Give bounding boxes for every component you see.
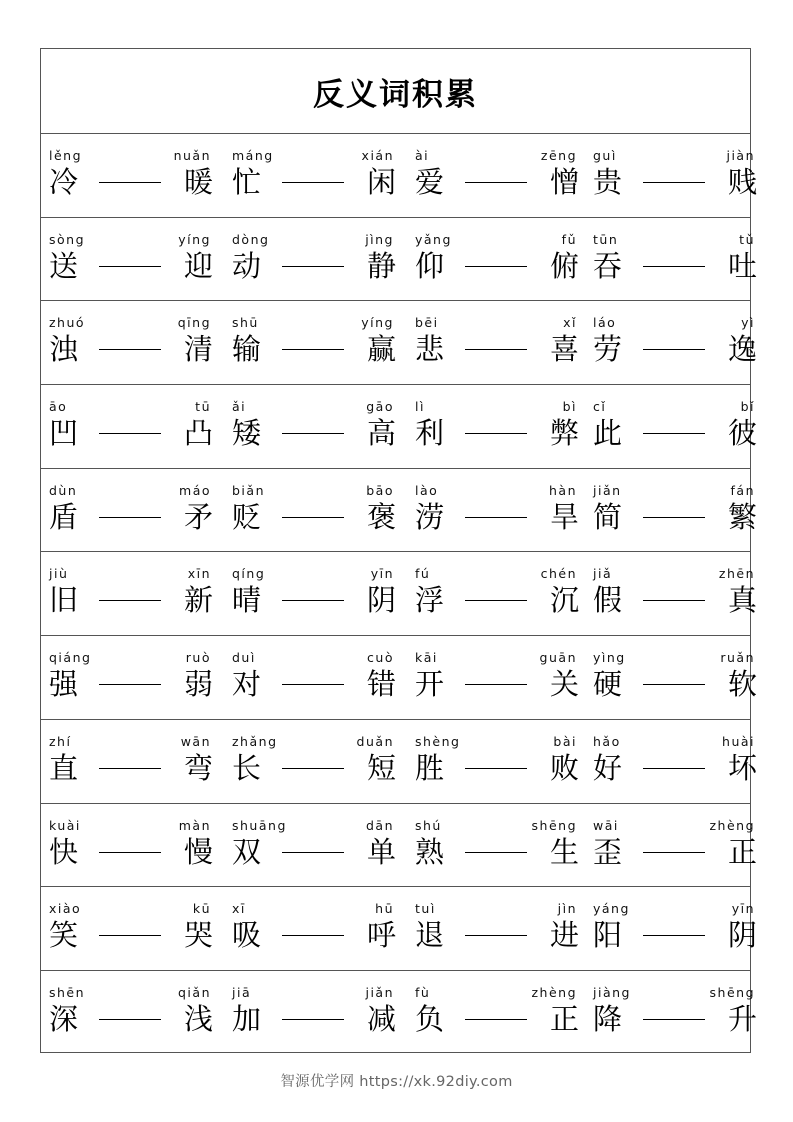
hanzi-left: 利	[415, 416, 445, 451]
hanzi-right: 迎	[183, 248, 213, 283]
hanzi-right: 单	[366, 834, 396, 869]
pinyin-right: huài	[722, 733, 755, 749]
pinyin-right: xián	[361, 148, 394, 163]
hanzi-left: 快	[49, 834, 79, 869]
antonym-pair	[407, 804, 585, 887]
dash-connector	[99, 266, 161, 267]
dash-connector	[643, 684, 705, 685]
hanzi-right: 升	[727, 1001, 757, 1036]
pinyin-right: wān	[180, 733, 211, 749]
pinyin-right: bì	[562, 399, 577, 415]
dash-connector	[465, 935, 527, 936]
pinyin-left: tuì	[415, 901, 436, 917]
dash-connector	[465, 349, 527, 350]
hanzi-right: 呼	[366, 918, 396, 953]
dash-connector	[282, 1019, 344, 1020]
title-row	[41, 49, 750, 134]
dash-connector	[282, 935, 344, 936]
antonym-pair	[407, 469, 585, 552]
pinyin-right: zhēn	[718, 566, 755, 582]
dash-connector	[99, 433, 161, 434]
dash-connector	[282, 517, 344, 518]
pinyin-left: jiù	[49, 566, 69, 582]
hanzi-right: 败	[549, 750, 579, 785]
hanzi-left: 胜	[415, 750, 445, 785]
pinyin-right: qīng	[177, 315, 211, 331]
hanzi-right: 进	[549, 918, 579, 953]
dash-connector	[282, 266, 344, 267]
pinyin-left: shèng	[415, 733, 461, 749]
antonym-pair	[41, 636, 219, 719]
antonym-pair	[407, 301, 585, 384]
dash-connector	[282, 684, 344, 685]
hanzi-right: 赢	[366, 332, 396, 367]
pinyin-right: hū	[375, 901, 394, 917]
dash-connector	[643, 349, 705, 350]
hanzi-right: 正	[727, 834, 757, 869]
pinyin-left: jiàng	[593, 984, 631, 1000]
hanzi-right: 俯	[549, 248, 579, 283]
hanzi-left: 输	[232, 332, 262, 367]
hanzi-left: 晴	[232, 583, 262, 618]
dash-connector	[99, 182, 161, 183]
antonym-row	[41, 552, 757, 636]
antonym-pair	[585, 636, 763, 719]
dash-connector	[643, 852, 705, 853]
pinyin-left: xiào	[49, 901, 82, 917]
hanzi-left: 矮	[232, 416, 262, 451]
dash-connector	[99, 935, 161, 936]
pinyin-right: máo	[179, 482, 211, 498]
antonym-pair	[224, 301, 402, 384]
hanzi-right: 彼	[727, 416, 757, 451]
hanzi-left: 强	[49, 667, 79, 702]
dash-connector	[643, 935, 705, 936]
pinyin-left: yǎng	[415, 231, 452, 247]
pinyin-left: kuài	[49, 817, 81, 833]
hanzi-left: 歪	[593, 834, 623, 869]
hanzi-right: 弱	[183, 667, 213, 702]
dash-connector	[465, 684, 527, 685]
antonym-pair	[585, 218, 763, 301]
hanzi-right: 静	[366, 248, 396, 283]
hanzi-left: 悲	[415, 332, 445, 367]
hanzi-left: 阳	[593, 918, 623, 953]
pinyin-right: zhèng	[709, 817, 755, 833]
antonym-row	[41, 385, 757, 469]
antonym-row	[41, 301, 757, 385]
dash-connector	[465, 433, 527, 434]
pinyin-left: zhuó	[49, 315, 86, 331]
pinyin-left: lì	[415, 399, 425, 415]
antonym-sheet	[40, 48, 757, 1053]
pinyin-right: zēng	[540, 148, 577, 163]
hanzi-left: 加	[232, 1001, 262, 1036]
antonym-pair	[407, 720, 585, 803]
hanzi-right: 逸	[727, 332, 757, 367]
page-title: 反义词积累	[313, 76, 478, 113]
dash-connector	[465, 182, 527, 183]
antonym-pair	[585, 887, 763, 970]
dash-connector	[643, 266, 705, 267]
antonym-pair	[585, 385, 763, 468]
antonym-pair	[224, 385, 402, 468]
dash-connector	[643, 433, 705, 434]
pinyin-right: dān	[365, 817, 394, 833]
antonym-pair	[224, 134, 402, 217]
hanzi-right: 浅	[183, 1001, 213, 1036]
hanzi-right: 新	[183, 583, 213, 618]
hanzi-right: 矛	[183, 499, 213, 534]
hanzi-right: 弯	[183, 750, 213, 785]
pinyin-left: fú	[415, 566, 431, 582]
antonym-pair	[585, 971, 763, 1055]
hanzi-right: 褒	[366, 499, 396, 534]
pinyin-left: shēn	[49, 984, 86, 1000]
hanzi-right: 错	[366, 667, 396, 702]
antonym-pair	[585, 804, 763, 887]
hanzi-right: 软	[727, 667, 757, 702]
hanzi-left: 仰	[415, 248, 445, 283]
hanzi-right: 喜	[549, 332, 579, 367]
pinyin-right: tū	[195, 399, 211, 415]
pinyin-right: yì	[741, 315, 755, 331]
antonym-pair	[407, 385, 585, 468]
antonym-rows	[41, 134, 757, 1055]
hanzi-right: 贱	[727, 165, 757, 199]
antonym-pair	[585, 469, 763, 552]
antonym-pair	[224, 804, 402, 887]
pinyin-right: hàn	[548, 482, 577, 498]
hanzi-left: 旧	[49, 583, 79, 618]
pinyin-right: xīn	[187, 566, 211, 582]
hanzi-left: 忙	[232, 165, 262, 199]
pinyin-left: bēi	[415, 315, 439, 331]
hanzi-right: 旱	[549, 499, 579, 534]
pinyin-left: dòng	[232, 231, 270, 247]
pinyin-right: fán	[730, 482, 755, 498]
pinyin-right: ruò	[185, 650, 211, 666]
pinyin-left: ài	[415, 148, 430, 163]
antonym-pair	[407, 636, 585, 719]
hanzi-right: 吐	[727, 248, 757, 283]
hanzi-right: 短	[366, 750, 396, 785]
antonym-pair	[41, 218, 219, 301]
hanzi-left: 负	[415, 1001, 445, 1036]
hanzi-right: 真	[727, 583, 757, 618]
antonym-pair	[407, 218, 585, 301]
pinyin-left: qíng	[232, 566, 266, 582]
pinyin-left: jiǎn	[593, 482, 622, 498]
antonym-row	[41, 469, 757, 553]
dash-connector	[465, 852, 527, 853]
pinyin-right: shēng	[709, 984, 755, 1000]
pinyin-left: ǎi	[232, 399, 247, 415]
dash-connector	[643, 517, 705, 518]
antonym-pair	[585, 552, 763, 635]
hanzi-right: 高	[366, 416, 396, 451]
hanzi-right: 沉	[549, 583, 579, 618]
antonym-pair	[41, 887, 219, 970]
dash-connector	[99, 768, 161, 769]
pinyin-left: xī	[232, 901, 246, 917]
pinyin-right: màn	[178, 817, 211, 833]
dash-connector	[282, 852, 344, 853]
pinyin-left: biǎn	[232, 482, 265, 498]
hanzi-left: 爱	[415, 165, 445, 199]
hanzi-right: 凸	[183, 416, 213, 451]
pinyin-right: gāo	[366, 399, 394, 415]
hanzi-right: 减	[366, 1001, 396, 1036]
antonym-pair	[224, 971, 402, 1055]
pinyin-left: āo	[49, 399, 68, 415]
dash-connector	[465, 768, 527, 769]
dash-connector	[99, 517, 161, 518]
pinyin-right: yíng	[178, 231, 211, 247]
antonym-pair	[407, 887, 585, 970]
hanzi-left: 长	[232, 750, 262, 785]
antonym-pair	[41, 804, 219, 887]
pinyin-left: shū	[232, 315, 259, 331]
dash-connector	[282, 600, 344, 601]
pinyin-right: yīn	[370, 566, 394, 582]
pinyin-right: cuò	[367, 650, 394, 666]
dash-connector	[282, 768, 344, 769]
pinyin-left: hǎo	[593, 733, 621, 749]
hanzi-left: 吸	[232, 918, 262, 953]
hanzi-left: 硬	[593, 667, 623, 702]
dash-connector	[465, 517, 527, 518]
hanzi-right: 憎	[549, 165, 579, 199]
hanzi-right: 阴	[366, 583, 396, 618]
pinyin-right: jìng	[365, 231, 394, 247]
pinyin-left: shuāng	[232, 817, 287, 833]
pinyin-right: xǐ	[563, 315, 577, 331]
dash-connector	[282, 433, 344, 434]
hanzi-left: 深	[49, 1001, 79, 1036]
antonym-pair	[41, 385, 219, 468]
hanzi-left: 冷	[49, 165, 79, 199]
antonym-pair	[224, 469, 402, 552]
antonym-pair	[224, 552, 402, 635]
hanzi-left: 好	[593, 750, 623, 785]
pinyin-left: tūn	[593, 231, 619, 247]
antonym-pair	[407, 134, 585, 217]
hanzi-right: 繁	[727, 499, 757, 534]
antonym-pair	[41, 971, 219, 1055]
pinyin-right: jiàn	[726, 148, 755, 163]
pinyin-left: máng	[232, 148, 274, 163]
hanzi-left: 降	[593, 1001, 623, 1036]
pinyin-left: jiǎ	[593, 566, 613, 582]
hanzi-left: 盾	[49, 499, 79, 534]
pinyin-left: wāi	[593, 817, 619, 833]
antonym-row	[41, 971, 757, 1055]
pinyin-right: ruǎn	[720, 650, 755, 666]
antonym-row	[41, 887, 757, 971]
hanzi-left: 对	[232, 667, 262, 702]
pinyin-left: lěng	[49, 148, 83, 163]
antonym-pair	[41, 469, 219, 552]
antonym-pair	[224, 720, 402, 803]
hanzi-left: 凹	[49, 416, 79, 451]
dash-connector	[282, 349, 344, 350]
antonym-row	[41, 218, 757, 302]
pinyin-left: zhí	[49, 733, 72, 749]
pinyin-left: sòng	[49, 231, 86, 247]
antonym-pair	[585, 720, 763, 803]
hanzi-left: 浮	[415, 583, 445, 618]
pinyin-right: bǐ	[740, 399, 755, 415]
hanzi-left: 贵	[593, 165, 623, 199]
pinyin-right: nuǎn	[173, 148, 211, 163]
hanzi-left: 动	[232, 248, 262, 283]
dash-connector	[99, 852, 161, 853]
pinyin-left: qiáng	[49, 650, 92, 666]
dash-connector	[99, 1019, 161, 1020]
dash-connector	[465, 266, 527, 267]
hanzi-left: 此	[593, 416, 623, 451]
antonym-pair	[585, 301, 763, 384]
dash-connector	[643, 600, 705, 601]
hanzi-right: 关	[549, 667, 579, 702]
dash-connector	[99, 349, 161, 350]
antonym-pair	[224, 887, 402, 970]
antonym-pair	[407, 552, 585, 635]
pinyin-right: jìn	[557, 901, 577, 917]
pinyin-left: shú	[415, 817, 442, 833]
hanzi-right: 暖	[183, 165, 213, 199]
hanzi-right: 哭	[183, 918, 213, 953]
dash-connector	[643, 182, 705, 183]
hanzi-left: 吞	[593, 248, 623, 283]
pinyin-left: fù	[415, 984, 431, 1000]
dash-connector	[643, 768, 705, 769]
hanzi-left: 直	[49, 750, 79, 785]
hanzi-right: 弊	[549, 416, 579, 451]
antonym-pair	[41, 552, 219, 635]
pinyin-left: zhǎng	[232, 733, 278, 749]
dash-connector	[465, 1019, 527, 1020]
pinyin-left: dùn	[49, 482, 78, 498]
antonym-row	[41, 720, 757, 804]
hanzi-right: 慢	[183, 834, 213, 869]
antonym-pair	[585, 134, 763, 217]
antonym-row	[41, 134, 757, 218]
pinyin-right: bài	[553, 733, 577, 749]
hanzi-left: 双	[232, 834, 262, 869]
footer-watermark: 智源优学网 https://xk.92diy.com	[280, 1074, 513, 1090]
hanzi-left: 熟	[415, 834, 445, 869]
pinyin-right: bāo	[366, 482, 394, 498]
pinyin-left: kāi	[415, 650, 438, 666]
pinyin-left: cǐ	[593, 399, 607, 415]
dash-connector	[99, 600, 161, 601]
pinyin-right: shēng	[531, 817, 577, 833]
pinyin-right: qiǎn	[178, 984, 211, 1000]
antonym-pair	[41, 134, 219, 217]
pinyin-right: jiǎn	[365, 984, 394, 1000]
pinyin-left: láo	[593, 315, 617, 331]
hanzi-left: 假	[593, 583, 623, 618]
hanzi-right: 生	[549, 834, 579, 869]
pinyin-right: yíng	[361, 315, 394, 331]
dash-connector	[99, 684, 161, 685]
antonym-pair	[407, 971, 585, 1055]
pinyin-left: lào	[415, 482, 439, 498]
pinyin-left: duì	[232, 650, 256, 666]
hanzi-right: 坏	[727, 750, 757, 785]
pinyin-left: yáng	[593, 901, 630, 917]
hanzi-right: 清	[183, 332, 213, 367]
hanzi-left: 开	[415, 667, 445, 702]
antonym-pair	[224, 636, 402, 719]
pinyin-left: guì	[593, 148, 617, 163]
pinyin-left: yìng	[593, 650, 626, 666]
hanzi-left: 贬	[232, 499, 262, 534]
dash-connector	[643, 1019, 705, 1020]
antonym-pair	[41, 301, 219, 384]
pinyin-right: fǔ	[561, 231, 577, 247]
hanzi-right: 正	[549, 1001, 579, 1036]
pinyin-right: yīn	[731, 901, 755, 917]
antonym-row	[41, 636, 757, 720]
hanzi-left: 送	[49, 248, 79, 283]
hanzi-left: 浊	[49, 332, 79, 367]
pinyin-right: tǔ	[739, 231, 755, 247]
pinyin-right: duǎn	[356, 733, 394, 749]
antonym-pair	[41, 720, 219, 803]
hanzi-left: 笑	[49, 918, 79, 953]
antonym-pair	[224, 218, 402, 301]
pinyin-right: zhèng	[531, 984, 577, 1000]
pinyin-right: guān	[539, 650, 577, 666]
hanzi-right: 闲	[366, 165, 396, 199]
hanzi-left: 退	[415, 918, 445, 953]
dash-connector	[465, 600, 527, 601]
hanzi-left: 涝	[415, 499, 445, 534]
hanzi-right: 阴	[727, 918, 757, 953]
pinyin-right: kū	[192, 901, 211, 917]
pinyin-left: jiā	[232, 984, 252, 1000]
hanzi-left: 简	[593, 499, 623, 534]
dash-connector	[282, 182, 344, 183]
hanzi-left: 劳	[593, 332, 623, 367]
antonym-row	[41, 804, 757, 888]
pinyin-right: chén	[540, 566, 577, 582]
